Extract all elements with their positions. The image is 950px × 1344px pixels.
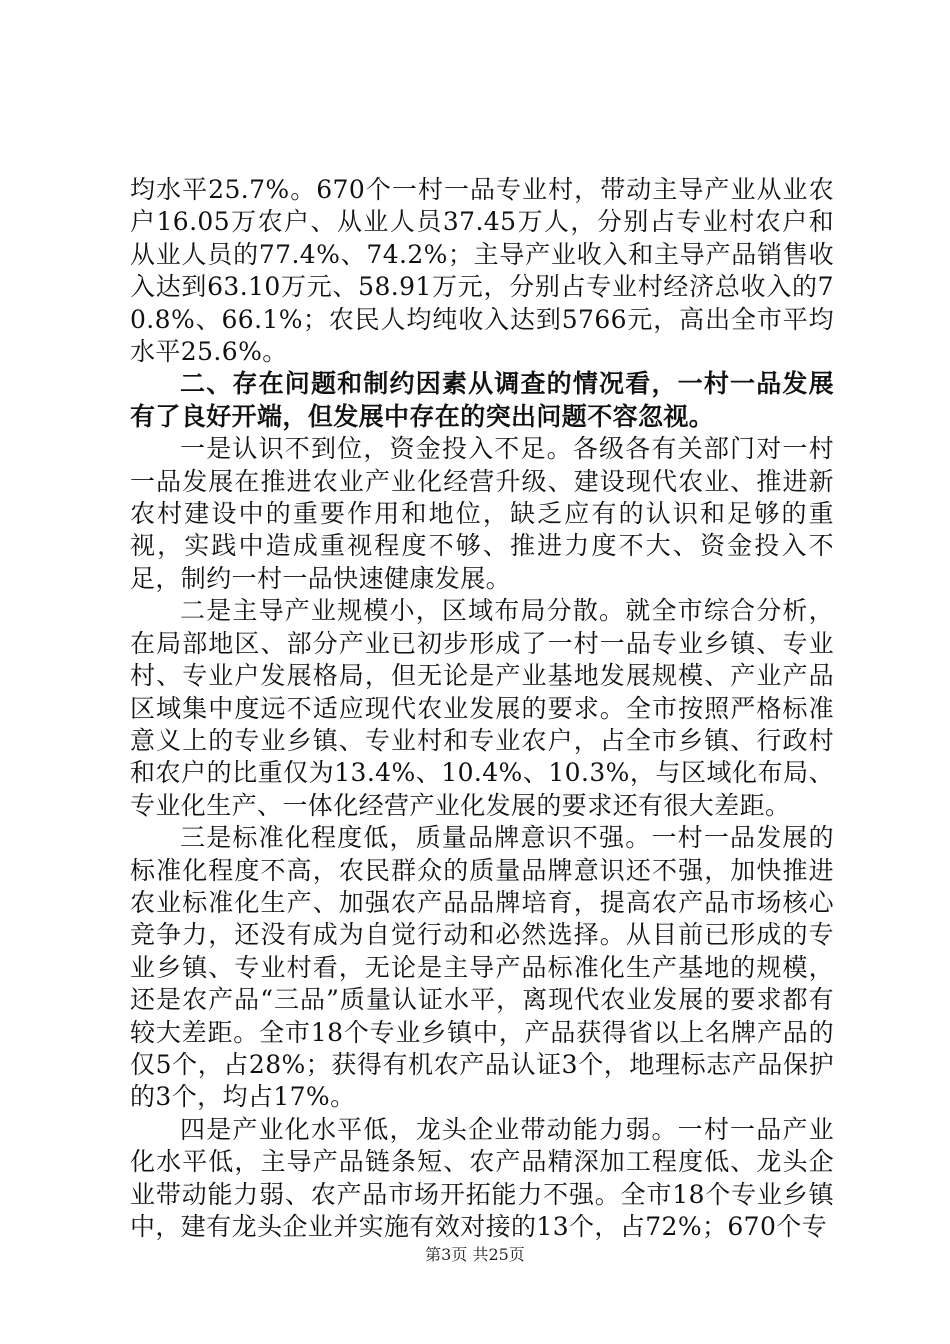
paragraph-1: 一是认识不到位，资金投入不足。各级各有关部门对一村一品发展在推进农业产业化经营升级、建设现代农业、推进新农村建设中的重要作用和地位，缺乏应有的认识和足够的重视，实践中造成重视程度不够、推进力度不大、资金投入不足，制约一村一品快速健康发展。	[130, 434, 834, 593]
page-number-label: 第3页 共25页	[425, 1245, 525, 1264]
document-body	[130, 174, 834, 1243]
paragraph-2: 二是主导产业规模小，区域布局分散。就全市综合分析，在局部地区、部分产业已初步形成了一村一品专业乡镇、专业村、专业户发展格局，但无论是产业基地发展规模、产业产品区域集中度远不适应现代农业发展的要求。全市按照严格标准意义上的专业乡镇、专业村和专业农户，占全市乡镇、行政村和农户的比重仅为13.4%、10.4%、10.3%，与区域化布局、专业化生产、一体化经营产业化发展的要求还有很大差距。	[130, 596, 834, 820]
paragraph-continuation: 均水平25.7%。670个一村一品专业村，带动主导产业从业农户16.05万农户、从业人员37.45万人，分别占专业村农户和从业人员的77.4%、74.2%；主导产业收入和主导产品销售收入达到63.10万元、58.91万元，分别占专业村经济总收入的70.8%、66.1%；农民人均纯收入达到5766元，高出全市平均水平25.6%。	[130, 175, 834, 367]
paragraph-4: 四是产业化水平低，龙头企业带动能力弱。一村一品产业化水平低，主导产品链条短、农产品精深加工程度低、龙头企业带动能力弱、农产品市场开拓能力不强。全市18个专业乡镇中，建有龙头企业并实施有效对接的13个，占72%；670个专	[130, 1114, 834, 1241]
section-heading: 二、存在问题和制约因素从调查的情况看，一村一品发展有了良好开端，但发展中存在的突出问题不容忽视。	[130, 369, 834, 431]
paragraph-3: 三是标准化程度低，质量品牌意识不强。一村一品发展的标准化程度不高，农民群众的质量品牌意识还不强，加快推进农业标准化生产、加强农产品品牌培育，提高农产品市场核心竞争力，还没有成为自觉行动和必然选择。从目前已形成的专业乡镇、专业村看，无论是主导产品标准化生产基地的规模，还是农产品“三品”质量认证水平，离现代农业发展的要求都有较大差距。全市18个专业乡镇中，产品获得省以上名牌产品的仅5个，占28%；获得有机农产品认证3个，地理标志产品保护的3个，均占17%。	[130, 823, 834, 1112]
page-footer	[0, 1244, 950, 1266]
